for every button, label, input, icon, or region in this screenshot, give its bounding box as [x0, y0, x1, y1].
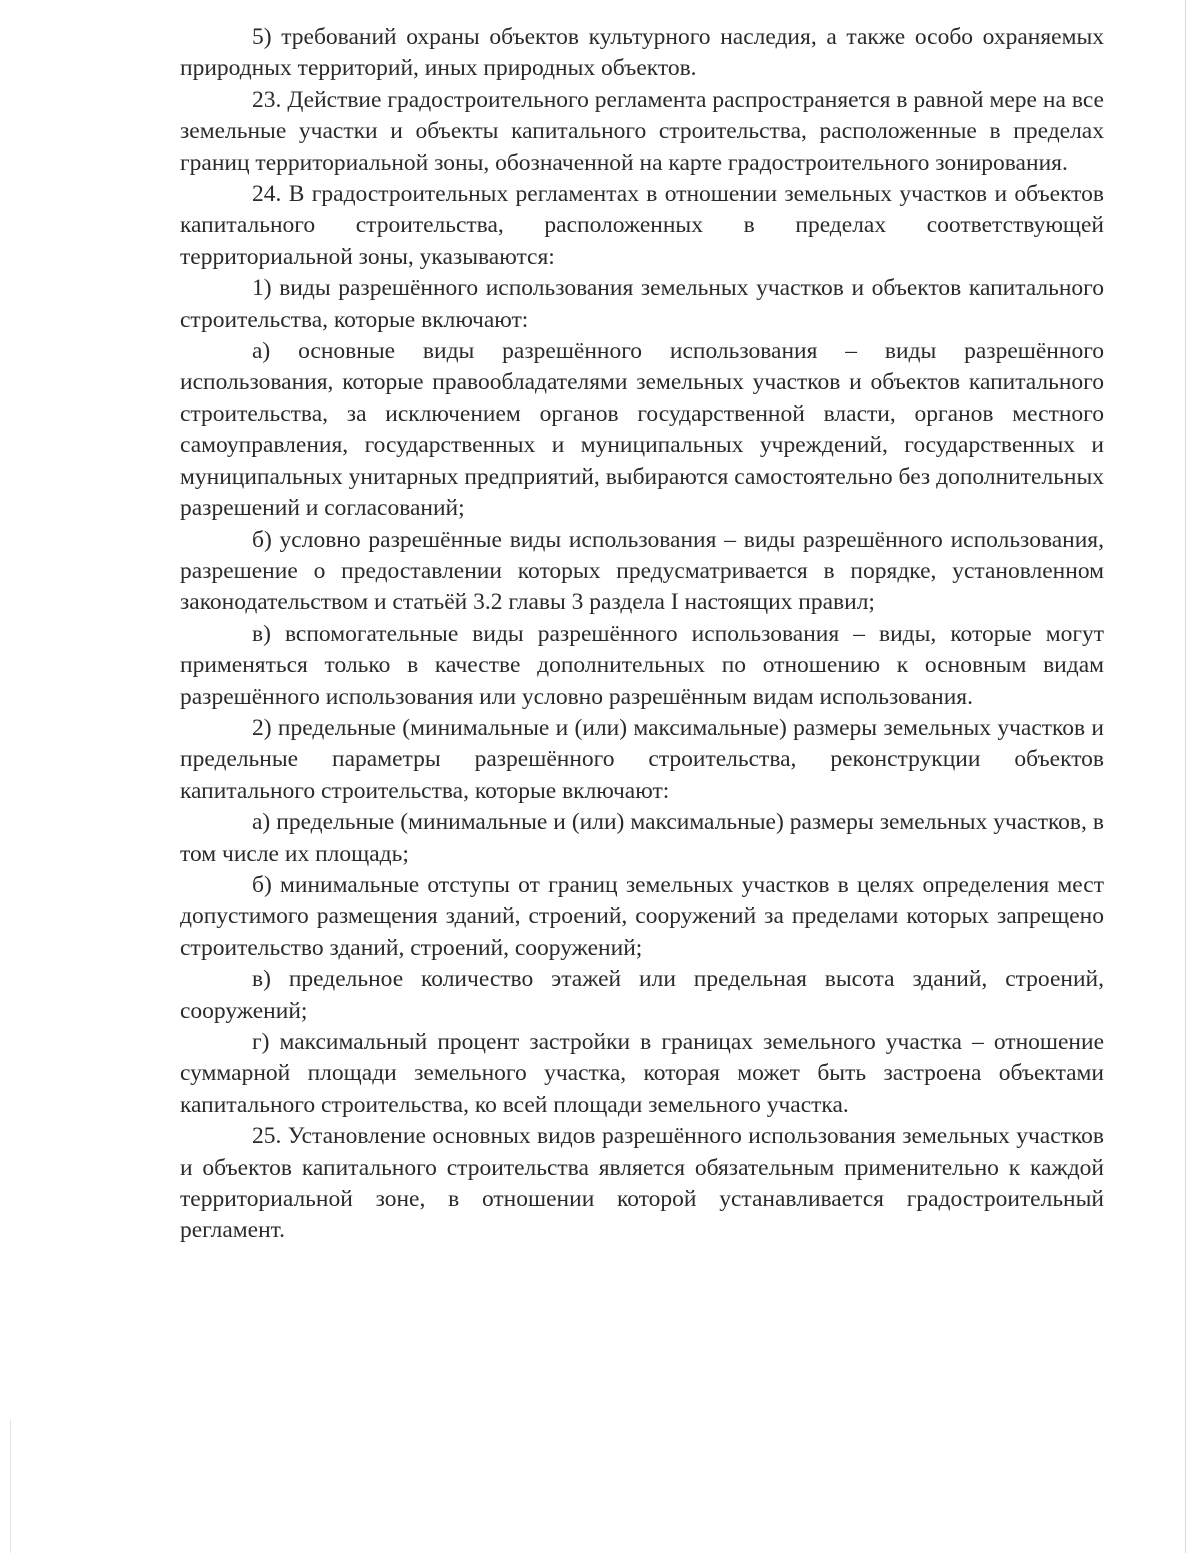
paragraph-23: 23. Действие градостроительного регламента распространяется в равной мере на все земельные участки и объекты капитального строительства, расположенные в пределах границ территориальной зоны, обозначенной на карте градостроительного зонирования. — [180, 86, 1104, 176]
paragraph-24-item-1b: б) условно разрешённые виды использования – виды разрешённого использования, разрешение о предоставлении которых предусматривается в порядке, установленном законодательством и статьёй 3.2 главы 3 раздела I настоящих правил; — [180, 526, 1104, 616]
paragraph-24-item-1a: а) основные виды разрешённого использования – виды разрешённого использования, которые правообладателями земельных участков и объектов капитального строительства, за исключением органов государственной власти, органов местного самоуправления, государственных и муниципальных учреждений, государственных и муниципальных унитарных предприятий, выбираются самостоятельно без дополнительных разрешений и согласований; — [180, 338, 1104, 522]
scan-edge-line-right — [1185, 0, 1186, 1553]
paragraph-24: 24. В градостроительных регламентах в отношении земельных участков и объектов капитального строительства, расположенных в пределах соответствующей территориальной зоны, указываются: — [180, 181, 1104, 270]
paragraph-25: 25. Установление основных видов разрешённого использования земельных участков и объектов капитального строительства является обязательным применительно к каждой территориальной зоне, в отношении которой устанавливается градостроительный регламент. — [180, 1123, 1104, 1244]
document-page — [180, 22, 1104, 1247]
paragraph-24-item-2a: а) предельные (минимальные и (или) максимальные) размеры земельных участков, в том числе их площадь; — [180, 809, 1104, 867]
paragraph-24-item-2g: г) максимальный процент застройки в границах земельного участка – отношение суммарной площади земельного участка, которая может быть застроена объектами капитального строительства, ко всей площади земельного участка. — [180, 1029, 1104, 1118]
paragraph-24-item-1: 1) виды разрешённого использования земельных участков и объектов капитального строительства, которые включают: — [180, 275, 1104, 333]
scan-edge-line-left — [10, 1420, 11, 1553]
paragraph-24-item-1v: в) вспомогательные виды разрешённого использования – виды, которые могут применяться только в качестве дополнительных по отношению к основным видам разрешённого использования или условно разрешённым видам использования. — [180, 620, 1104, 710]
paragraph-item-5: 5) требований охраны объектов культурного наследия, а также особо охраняемых природных территорий, иных природных объектов. — [180, 24, 1104, 82]
paragraph-24-item-2: 2) предельные (минимальные и (или) максимальные) размеры земельных участков и предельные параметры разрешённого строительства, реконструкции объектов капитального строительства, которые включают: — [180, 714, 1104, 804]
paragraph-24-item-2b: б) минимальные отступы от границ земельных участков в целях определения мест допустимого размещения зданий, строений, сооружений за пределами которых запрещено строительство зданий, строений, сооружений; — [180, 871, 1104, 961]
paragraph-24-item-2v: в) предельное количество этажей или предельная высота зданий, строений, сооружений; — [180, 966, 1104, 1024]
